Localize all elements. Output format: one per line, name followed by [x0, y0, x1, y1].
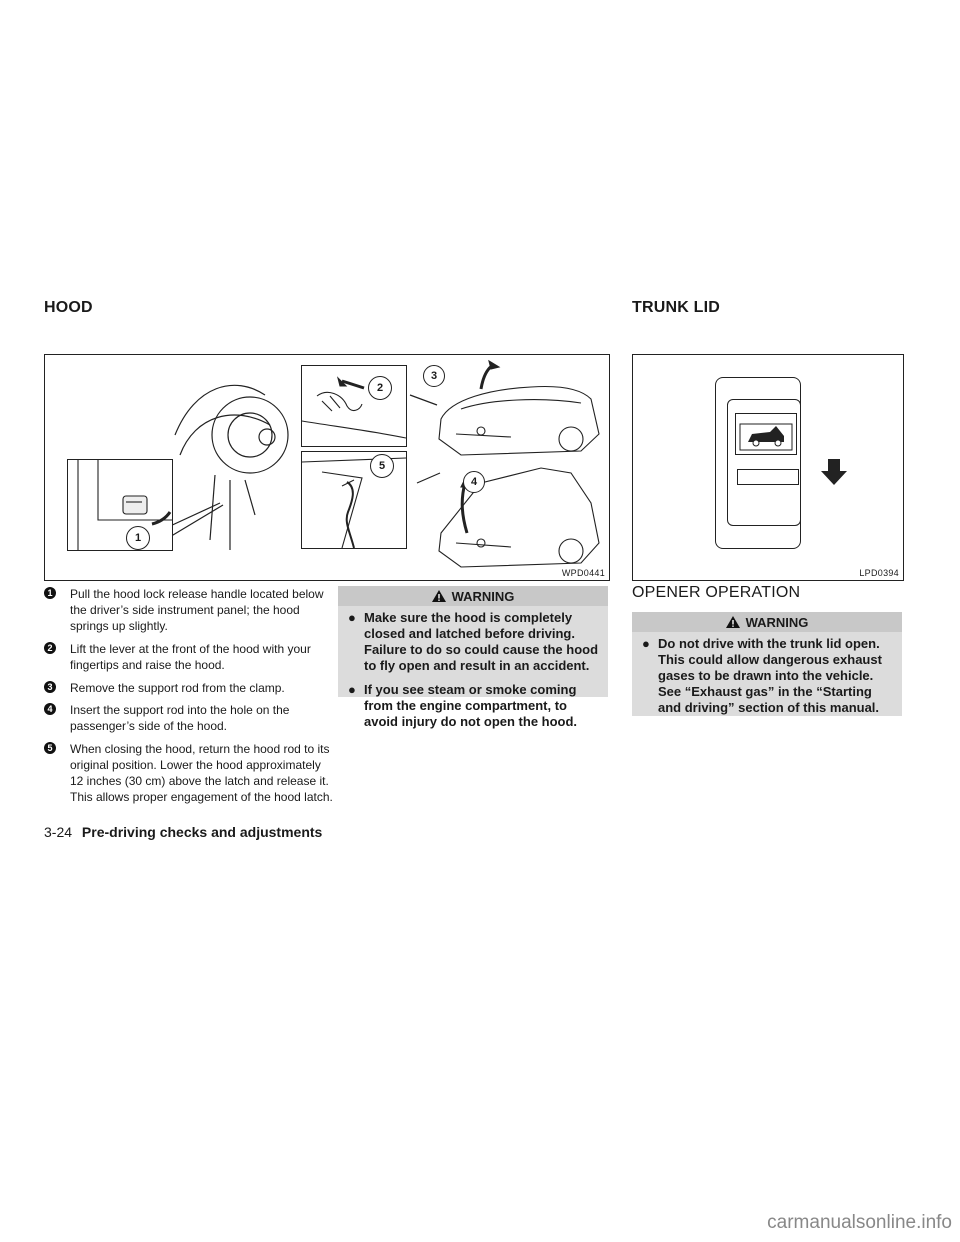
trunk-lid-section-title: TRUNK LID: [632, 299, 721, 316]
hood-step-5-text: When closing the hood, return the hood rod to its original position. Lower the hood approximately 12 inches (30 cm) above the latch and release it. This allows proper engagement of the hood latch.: [70, 742, 333, 804]
section-name: Pre-driving checks and adjustments: [81, 824, 323, 840]
trunk-open-icon: [736, 414, 796, 454]
hood-step-4: [44, 702, 334, 734]
hood-warning-item-2-text: If you see steam or smoke coming from the engine compartment, to avoid injury do not open the hood.: [364, 682, 578, 729]
down-arrow-icon: [821, 459, 847, 485]
callout-3: 3: [423, 365, 445, 387]
hood-warning-item-2: [342, 682, 604, 730]
page-number: 3-24: [44, 824, 73, 840]
hood-step-4-text: Insert the support rod into the hole on the passenger’s side of the hood.: [70, 703, 290, 733]
hood-figure-code: WPD0441: [561, 568, 605, 578]
hood-step-2-text: Lift the lever at the front of the hood with your fingertips and raise the hood.: [70, 642, 311, 672]
callout-1: 1: [126, 526, 150, 550]
trunk-switch-lower-bar: [737, 469, 799, 485]
hood-section-title: HOOD: [44, 299, 93, 316]
callout-2: 2: [368, 376, 392, 400]
trunk-warning-box: [632, 612, 902, 716]
trunk-figure: [632, 354, 904, 581]
warning-triangle-icon: [726, 616, 740, 628]
trunk-figure-code: LPD0394: [859, 568, 899, 578]
step-number-4: 4: [44, 703, 56, 715]
release-handle-inset: [67, 459, 173, 551]
step-number-5: 5: [44, 742, 56, 754]
hood-warning-item-1: [342, 610, 604, 674]
hood-step-2: [44, 641, 334, 673]
hood-step-3-text: Remove the support rod from the clamp.: [70, 681, 285, 695]
hood-warning-title: WARNING: [451, 588, 515, 604]
release-handle-drawing: [68, 460, 172, 550]
hood-step-5: [44, 741, 334, 805]
trunk-open-button: [735, 413, 797, 455]
car-hood-open-bottom: [421, 463, 607, 575]
callout-4: 4: [463, 471, 485, 493]
hood-warning-item-1-text: Make sure the hood is completely closed and latched before driving. Failure to do so could cause the hood to fly open and result in an accident.: [364, 610, 599, 673]
trunk-warning-item-1: [636, 636, 898, 716]
hood-figure: [44, 354, 610, 581]
warning-triangle-icon: [432, 590, 446, 602]
step-number-1: 1: [44, 587, 56, 599]
trunk-warning-item-1-text: Do not drive with the trunk lid open. This could allow dangerous exhaust gases to be drawn into the vehicle. See “Exhaust gas” in the “Starting and driving” section of this manual.: [658, 636, 882, 715]
step-number-2: 2: [44, 642, 56, 654]
opener-operation-heading: OPENER OPERATION: [632, 584, 801, 601]
bullet-icon: ●: [348, 682, 356, 697]
support-rod-inset: [301, 451, 407, 549]
hood-warning-header: [338, 586, 608, 606]
bullet-icon: ●: [642, 636, 650, 651]
hood-warning-box: [338, 586, 608, 729]
hood-step-1-text: Pull the hood lock release handle located below the driver’s side instrument panel; the hood springs up slightly.: [70, 587, 324, 633]
hood-step-1: [44, 586, 334, 634]
lever-drawing: [302, 366, 406, 446]
hood-step-3: [44, 680, 334, 696]
trunk-warning-title: WARNING: [745, 614, 809, 630]
step-number-3: 3: [44, 681, 56, 693]
lever-inset: [301, 365, 407, 447]
callout-5: 5: [370, 454, 394, 478]
watermark-text[interactable]: carmanualsonline.info: [767, 1212, 952, 1233]
page-footer: [44, 824, 322, 840]
bullet-icon: ●: [348, 610, 356, 625]
car-hood-open-top: [421, 359, 607, 459]
trunk-warning-header: [632, 612, 902, 632]
